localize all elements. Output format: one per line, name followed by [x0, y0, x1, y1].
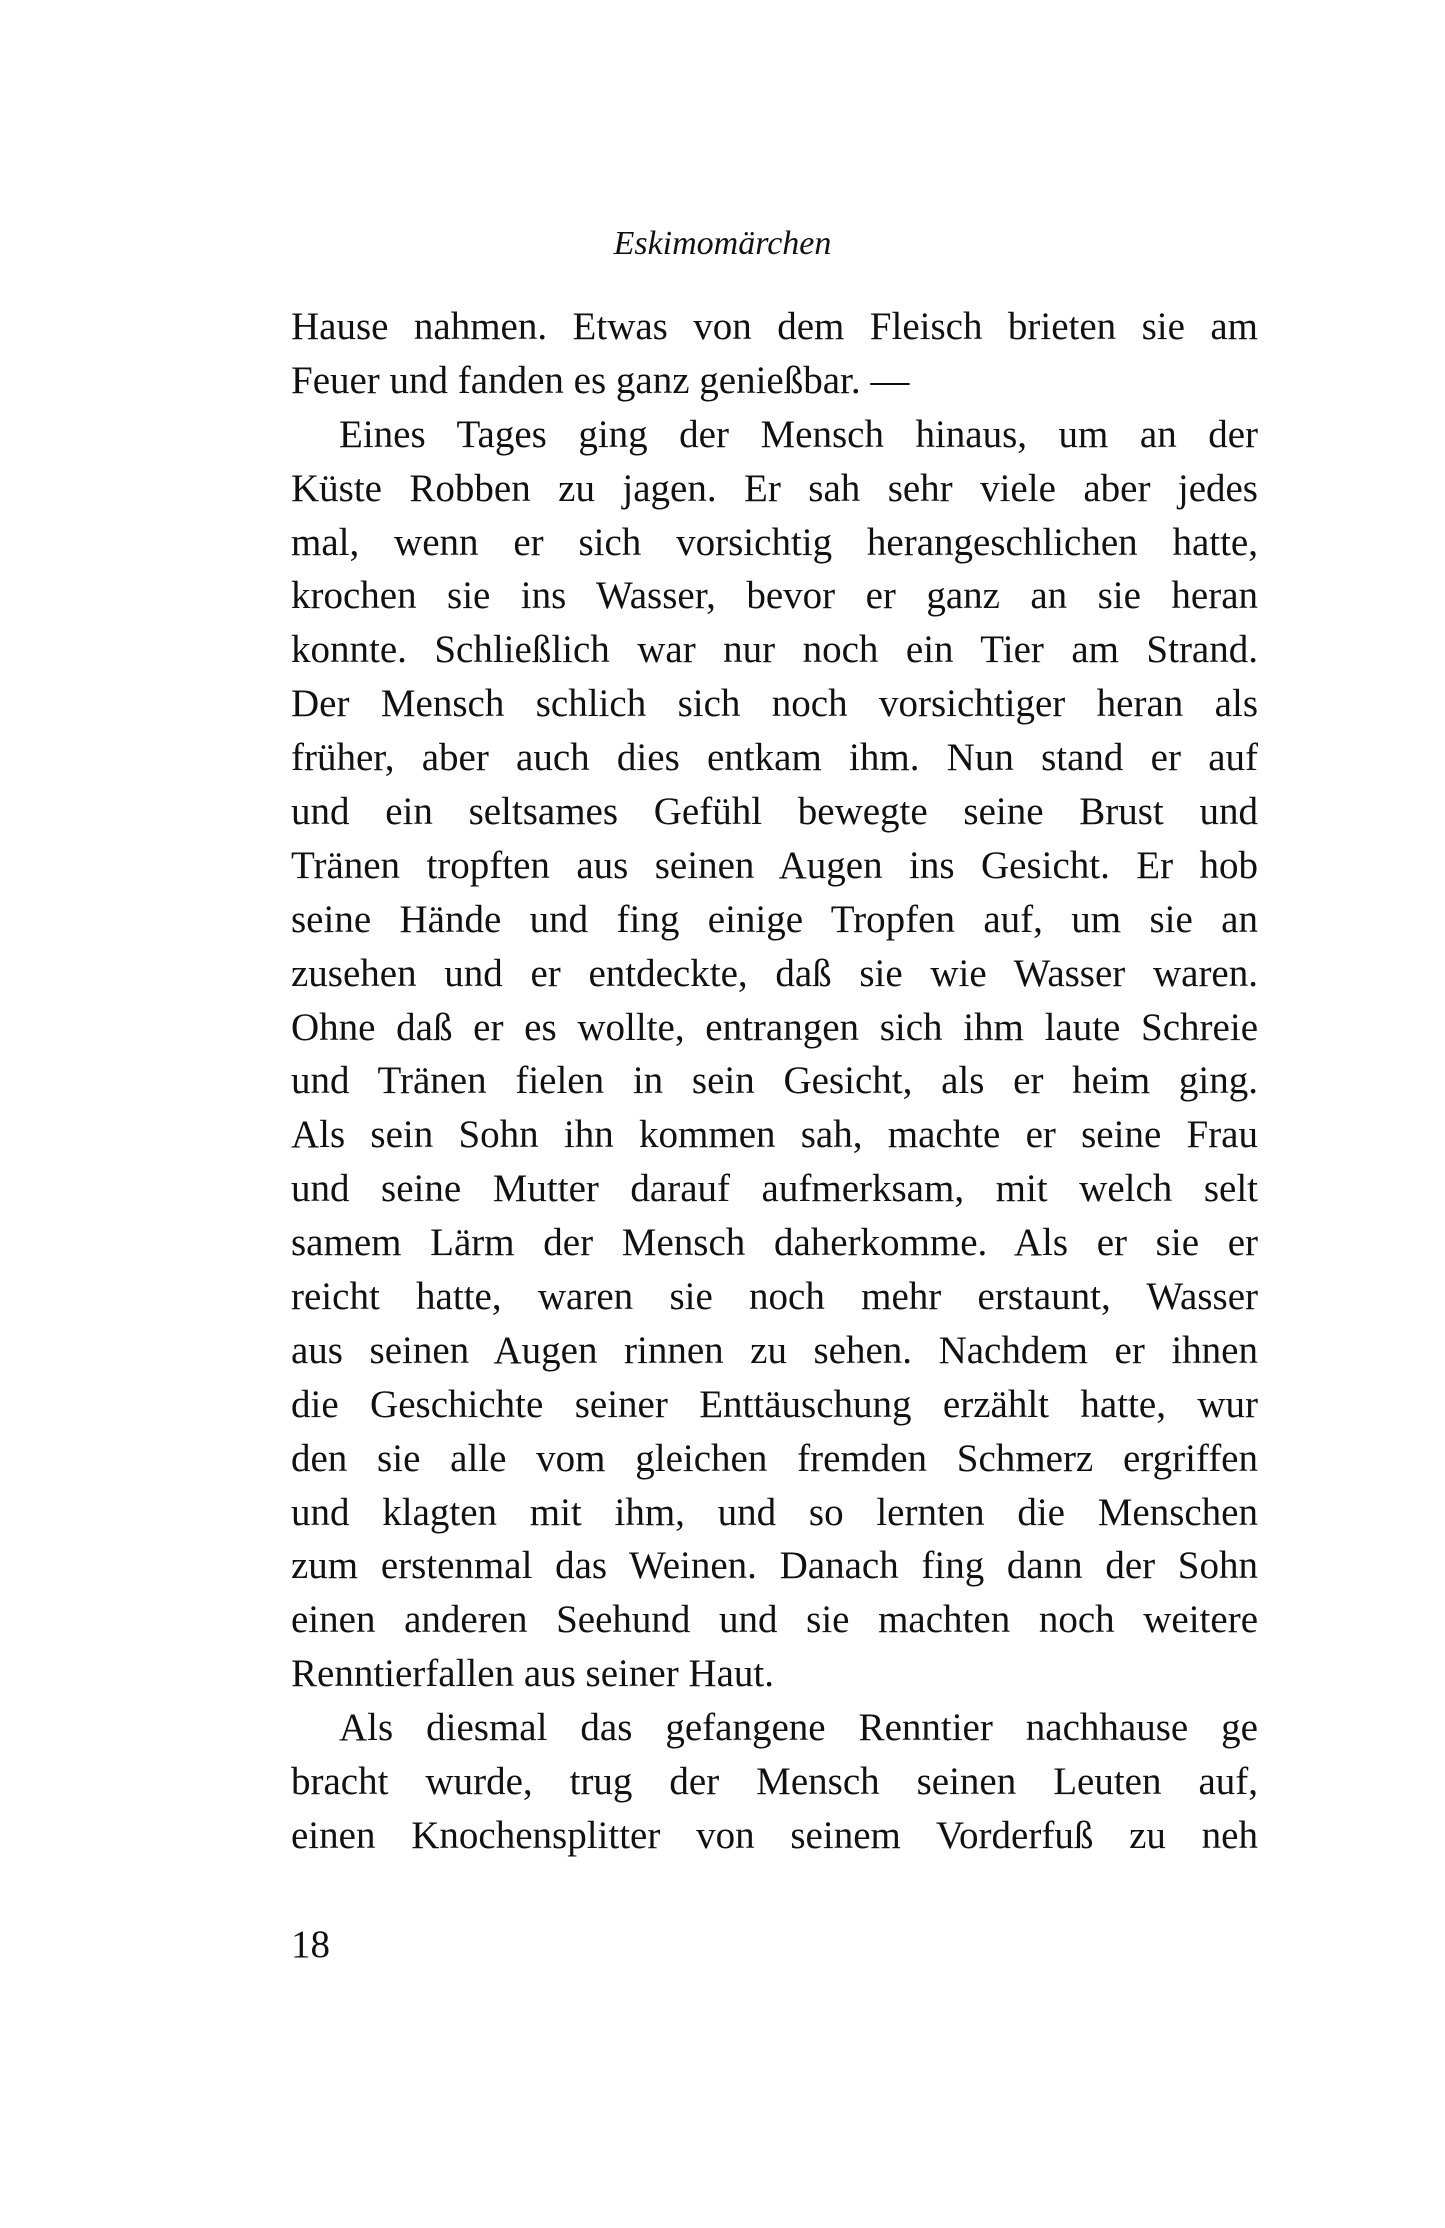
text-line: Tränen tropften aus seinen Augen ins Gesicht. Er hob: [291, 843, 1258, 887]
text-line: Eines Tages ging der Mensch hinaus, um an der: [339, 412, 1258, 456]
text-line: Hause nahmen. Etwas von dem Fleisch brieten sie am: [291, 305, 1258, 348]
text-line: konnte. Schließlich war nur noch ein Tier am Strand.: [291, 628, 1258, 672]
text-line: mal, wenn er sich vorsichtig herangeschlichen hatte,: [291, 520, 1258, 564]
running-header: Eskimomärchen: [613, 225, 832, 262]
text-line: Ohne daß er es wollte, entrangen sich ihm laute Schreie: [291, 1005, 1258, 1049]
text-line: zum erstenmal das Weinen. Danach fing dann der Sohn: [291, 1544, 1258, 1588]
text-line: aus seinen Augen rinnen zu sehen. Nachdem er ihnen: [291, 1328, 1258, 1372]
text-line: die Geschichte seiner Enttäuschung erzählt hatte, wur: [291, 1382, 1258, 1426]
text-line: und Tränen fielen in sein Gesicht, als er heim ging.: [291, 1059, 1258, 1103]
text-line: Als diesmal das gefangene Renntier nachhause ge: [339, 1706, 1258, 1750]
text-line: einen anderen Seehund und sie machten noch weitere: [291, 1598, 1258, 1642]
text-line: Als sein Sohn ihn kommen sah, machte er seine Frau: [291, 1113, 1258, 1157]
text-line: bracht wurde, trug der Mensch seinen Leuten auf,: [291, 1760, 1258, 1804]
text-line: Der Mensch schlich sich noch vorsichtiger heran als: [291, 682, 1258, 726]
text-line: Küste Robben zu jagen. Er sah sehr viele aber jedes: [291, 466, 1258, 510]
body-text: [291, 300, 1258, 1863]
text-line: reicht hatte, waren sie noch mehr erstaunt, Wasser: [291, 1275, 1258, 1319]
text-line: und klagten mit ihm, und so lernten die Menschen: [291, 1490, 1258, 1534]
text-line: Renntierfallen aus seiner Haut.: [291, 1652, 774, 1696]
text-line: Feuer und fanden es ganz genießbar. —: [291, 358, 910, 402]
text-line: seine Hände und fing einige Tropfen auf, um sie an: [291, 897, 1258, 941]
text-line: früher, aber auch dies entkam ihm. Nun stand er auf: [291, 736, 1258, 780]
text-line: einen Knochensplitter von seinem Vorderfuß zu neh: [291, 1813, 1258, 1857]
text-line: den sie alle vom gleichen fremden Schmerz ergriffen: [291, 1436, 1258, 1480]
page-number: 18: [291, 1923, 330, 1966]
text-line: zusehen und er entdeckte, daß sie wie Wasser waren.: [291, 951, 1258, 995]
text-line: krochen sie ins Wasser, bevor er ganz an sie heran: [291, 574, 1258, 618]
text-line: und seine Mutter darauf aufmerksam, mit welch selt: [291, 1167, 1258, 1211]
text-line: samem Lärm der Mensch daherkomme. Als er sie er: [291, 1221, 1258, 1265]
text-line: und ein seltsames Gefühl bewegte seine Brust und: [291, 790, 1258, 834]
